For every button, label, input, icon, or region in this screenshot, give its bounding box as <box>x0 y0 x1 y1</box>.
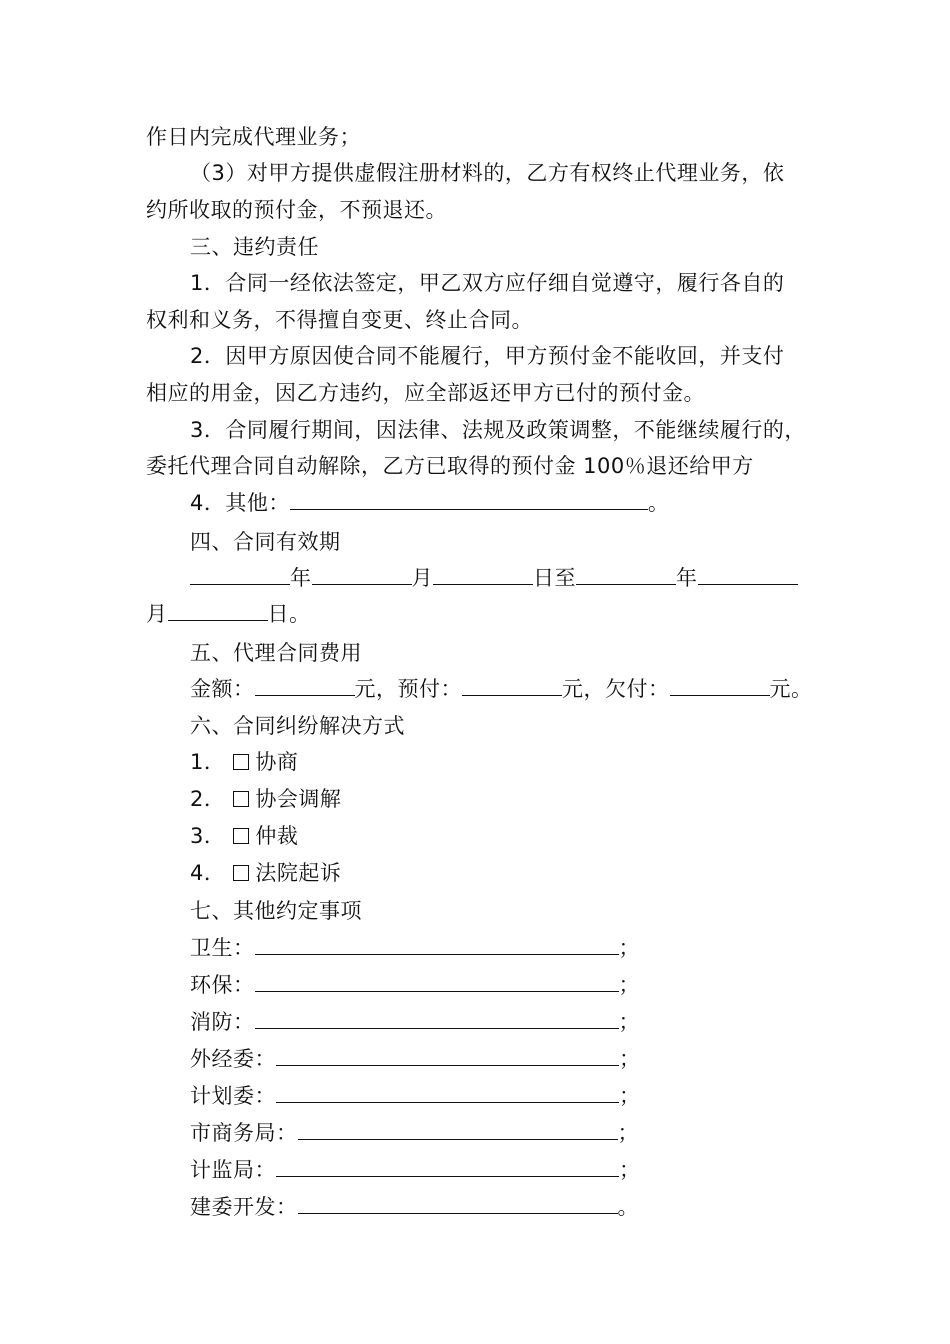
checkbox[interactable] <box>233 865 249 881</box>
field-label: 建委开发： <box>190 1195 298 1219</box>
text: 1．合同一经依法签定，甲乙双方应仔细自觉遵守，履行各自的 <box>190 271 785 295</box>
field-label: 计监局： <box>190 1158 276 1182</box>
text: ； <box>619 1084 641 1108</box>
text: 日。 <box>267 602 311 626</box>
validity-period-line <box>0 564 950 592</box>
text: ； <box>619 1158 641 1182</box>
text: ； <box>617 1121 639 1145</box>
heading-text: 四、合同有效期 <box>190 530 341 554</box>
foreign-trade-blank[interactable] <box>276 1045 619 1066</box>
section-heading <box>0 528 950 556</box>
dispute-option <box>0 748 950 776</box>
option-label: 仲裁 <box>255 824 299 848</box>
option-number: 4． <box>190 861 226 885</box>
text: ； <box>619 1047 641 1071</box>
other-field-line <box>0 489 950 517</box>
field-line <box>0 971 950 999</box>
field-line <box>0 1193 950 1221</box>
dispute-option <box>0 785 950 813</box>
text: 月 <box>411 566 433 590</box>
section-heading <box>0 712 950 740</box>
field-label: 市商务局： <box>190 1121 298 1145</box>
text: ； <box>618 936 640 960</box>
field-line <box>0 1008 950 1036</box>
text: 年 <box>290 566 312 590</box>
heading-text: 三、违约责任 <box>190 235 319 259</box>
text: 作日内完成代理业务； <box>146 125 361 149</box>
text-line <box>0 269 950 297</box>
field-line <box>0 934 950 962</box>
text: 元，欠付： <box>562 677 670 701</box>
field-line <box>0 1045 950 1073</box>
section-heading <box>0 639 950 667</box>
option-label: 法院起诉 <box>255 861 342 885</box>
checkbox[interactable] <box>233 754 249 770</box>
text: 相应的用金，因乙方违约，应全部返还甲方已付的预付金。 <box>146 381 705 405</box>
start-month-blank[interactable] <box>312 564 412 585</box>
prepaid-blank[interactable] <box>462 675 562 696</box>
hygiene-blank[interactable] <box>255 934 619 955</box>
text-line <box>0 306 950 334</box>
environment-blank[interactable] <box>255 971 619 992</box>
option-number: 2． <box>190 787 226 811</box>
text: 元。 <box>769 677 813 701</box>
text-line <box>0 123 950 151</box>
text: 金额： <box>190 677 255 701</box>
field-label: 消防： <box>190 1010 255 1034</box>
field-line <box>0 1156 950 1184</box>
option-number: 1． <box>190 750 226 774</box>
text: 。 <box>617 1195 639 1219</box>
text: 权利和义务，不得擅自变更、终止合同。 <box>146 308 533 332</box>
text-line <box>0 342 950 370</box>
amount-blank[interactable] <box>255 675 355 696</box>
option-number: 3． <box>190 824 226 848</box>
fee-line <box>0 675 950 703</box>
text: ； <box>618 973 640 997</box>
start-day-blank[interactable] <box>433 564 533 585</box>
fire-blank[interactable] <box>255 1008 619 1029</box>
text-line <box>0 159 950 187</box>
text: （3）对甲方提供虚假注册材料的，乙方有权终止代理业务，依 <box>190 161 785 185</box>
text: 年 <box>676 566 698 590</box>
text: 元，预付： <box>354 677 462 701</box>
text-line <box>0 196 950 224</box>
text: 月 <box>146 602 168 626</box>
planning-blank[interactable] <box>276 1082 619 1103</box>
dispute-option <box>0 822 950 850</box>
field-label: 4．其他： <box>190 491 290 515</box>
text: 2．因甲方原因使合同不能履行，甲方预付金不能收回，并支付 <box>190 344 785 368</box>
other-blank[interactable] <box>290 489 648 510</box>
field-label: 外经委： <box>190 1047 276 1071</box>
text-line <box>0 416 950 444</box>
section-heading <box>0 897 950 925</box>
checkbox[interactable] <box>233 828 249 844</box>
validity-period-line <box>0 600 950 628</box>
text: ； <box>618 1010 640 1034</box>
metrology-blank[interactable] <box>276 1156 619 1177</box>
field-label: 计划委： <box>190 1084 276 1108</box>
text: 日至 <box>533 566 576 590</box>
text-line <box>0 452 950 480</box>
field-label: 环保： <box>190 973 255 997</box>
option-label: 协商 <box>255 750 299 774</box>
text: 3．合同履行期间，因法律、法规及政策调整，不能继续履行的， <box>190 418 806 442</box>
section-heading <box>0 233 950 261</box>
checkbox[interactable] <box>233 791 249 807</box>
construction-blank[interactable] <box>298 1193 618 1214</box>
owed-blank[interactable] <box>670 675 770 696</box>
commerce-blank[interactable] <box>298 1119 618 1140</box>
text: 约所收取的预付金，不预退还。 <box>146 198 447 222</box>
option-label: 协会调解 <box>255 787 342 811</box>
field-label: 卫生： <box>190 936 255 960</box>
dispute-option <box>0 859 950 887</box>
field-line <box>0 1082 950 1110</box>
end-day-blank[interactable] <box>168 600 268 621</box>
text-line <box>0 379 950 407</box>
end-month-blank[interactable] <box>698 564 798 585</box>
text: 。 <box>647 491 670 515</box>
heading-text: 五、代理合同费用 <box>190 641 362 665</box>
heading-text: 六、合同纠纷解决方式 <box>190 714 405 738</box>
start-year-blank[interactable] <box>190 564 290 585</box>
field-line <box>0 1119 950 1147</box>
end-year-blank[interactable] <box>576 564 676 585</box>
text: 委托代理合同自动解除，乙方已取得的预付金 100％退还给甲方 <box>146 454 754 478</box>
heading-text: 七、其他约定事项 <box>190 899 362 923</box>
